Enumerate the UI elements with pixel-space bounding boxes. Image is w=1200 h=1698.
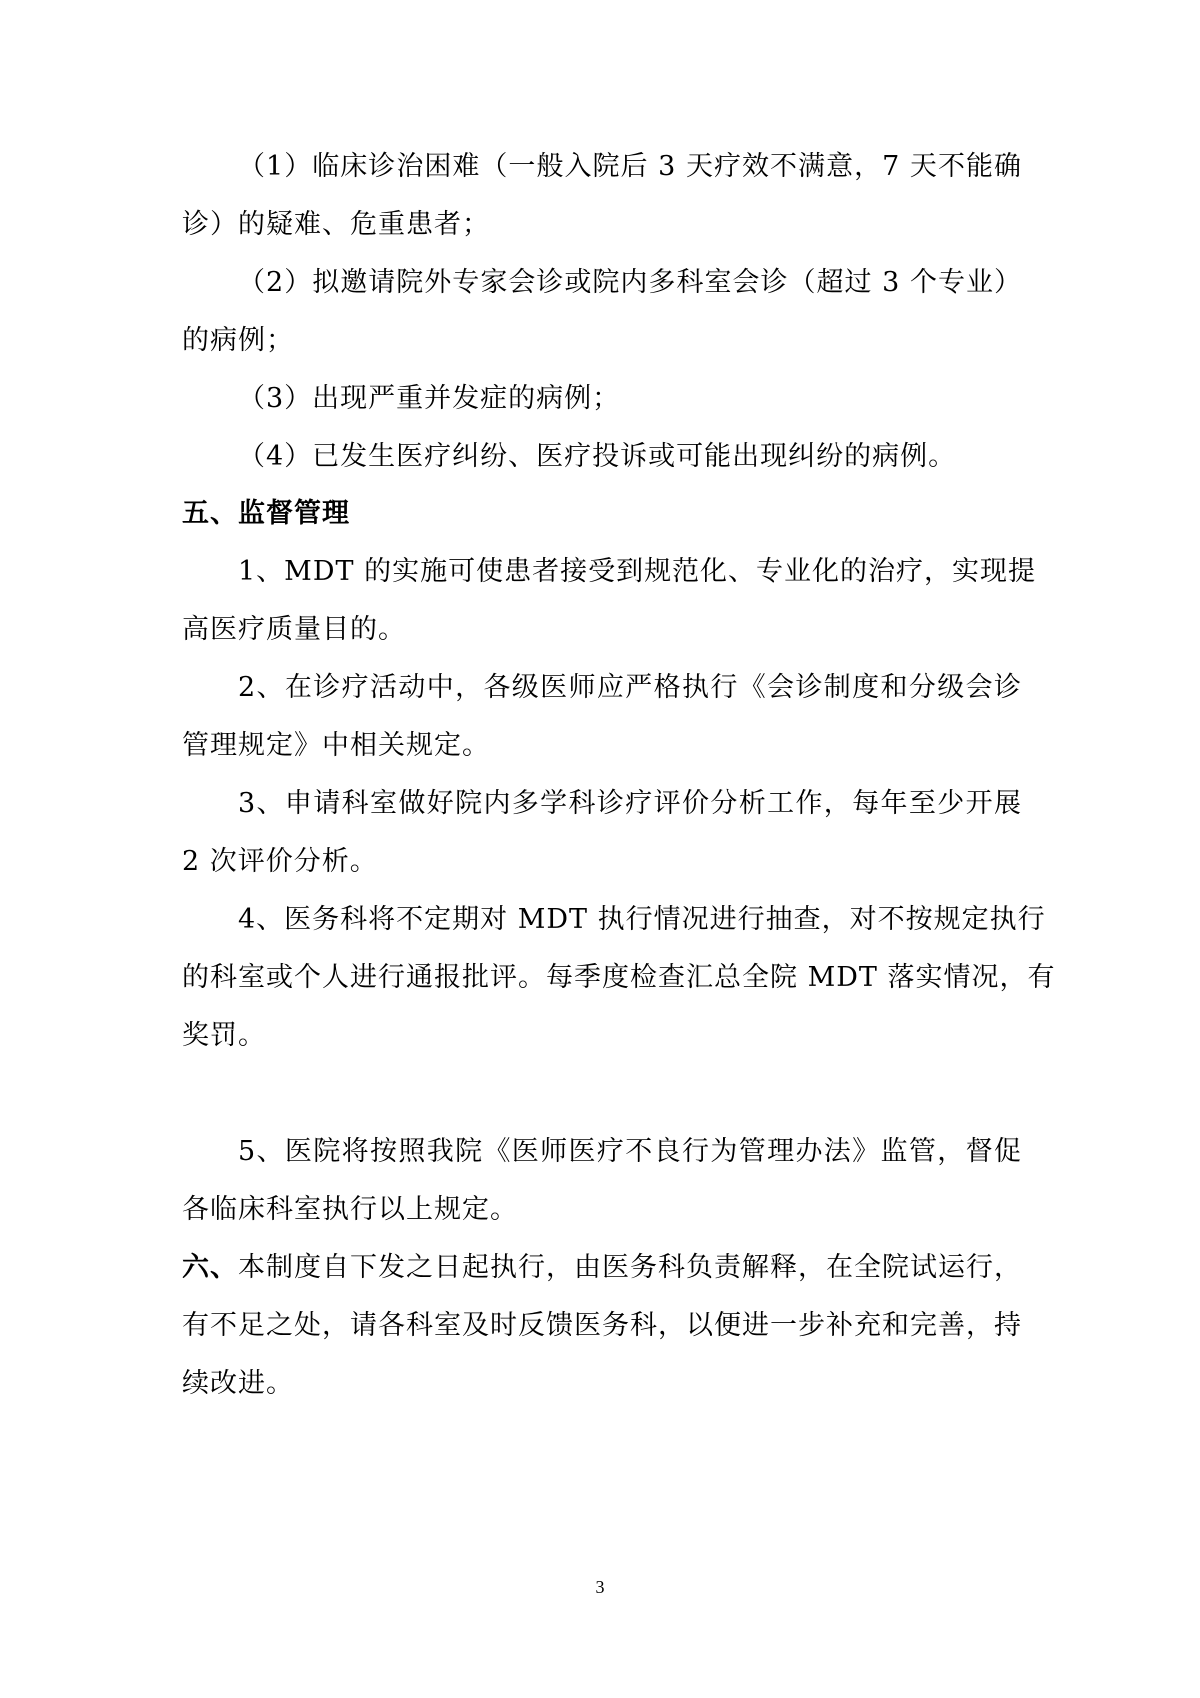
- section-6-line-1: [182, 1251, 1022, 1285]
- section-5-para-2-line-2: 管理规定》中相关规定。: [182, 730, 490, 761]
- section-6-number: 六、: [182, 1252, 238, 1283]
- item-3: （3）出现严重并发症的病例；: [238, 383, 621, 414]
- item-2-line-2: 的病例；: [182, 325, 294, 356]
- section-5-para-1-line-1: 1、MDT 的实施可使患者接受到规范化、专业化的治疗，实现提: [238, 556, 1037, 587]
- item-1-line-2: 诊）的疑难、危重患者；: [182, 209, 490, 240]
- section-6-line-1-text: 本制度自下发之日起执行，由医务科负责解释，在全院试运行，: [238, 1252, 1022, 1283]
- section-5-para-3-line-2: 2 次评价分析。: [182, 846, 378, 877]
- page-number: 3: [595, 1577, 605, 1597]
- section-5-para-2-line-1: 2、在诊疗活动中，各级医师应严格执行《会诊制度和分级会诊: [238, 672, 1022, 703]
- section-5-para-4-line-3: 奖罚。: [182, 1020, 266, 1051]
- section-6-line-2: 有不足之处，请各科室及时反馈医务科，以便进一步补充和完善，持: [182, 1310, 1022, 1341]
- section-5-para-1-line-2: 高医疗质量目的。: [182, 614, 406, 645]
- section-5-para-5-line-1: 5、医院将按照我院《医师医疗不良行为管理办法》监管，督促: [238, 1136, 1022, 1167]
- section-5-para-3-line-1: 3、申请科室做好院内多学科诊疗评价分析工作，每年至少开展: [238, 788, 1022, 819]
- section-5-para-5-line-2: 各临床科室执行以上规定。: [182, 1194, 518, 1225]
- item-1-line-1: （1）临床诊治困难（一般入院后 3 天疗效不满意，7 天不能确: [238, 151, 1022, 182]
- section-5-heading: 五、监督管理: [182, 498, 350, 529]
- section-5-para-4-line-1: 4、医务科将不定期对 MDT 执行情况进行抽查，对不按规定执行: [238, 904, 1046, 935]
- section-5-para-4-line-2: 的科室或个人进行通报批评。每季度检查汇总全院 MDT 落实情况，有: [182, 962, 1056, 993]
- item-4: （4）已发生医疗纠纷、医疗投诉或可能出现纠纷的病例。: [238, 441, 957, 472]
- item-2-line-1: （2）拟邀请院外专家会诊或院内多科室会诊（超过 3 个专业）: [238, 267, 1022, 298]
- section-6-line-3: 续改进。: [182, 1368, 294, 1399]
